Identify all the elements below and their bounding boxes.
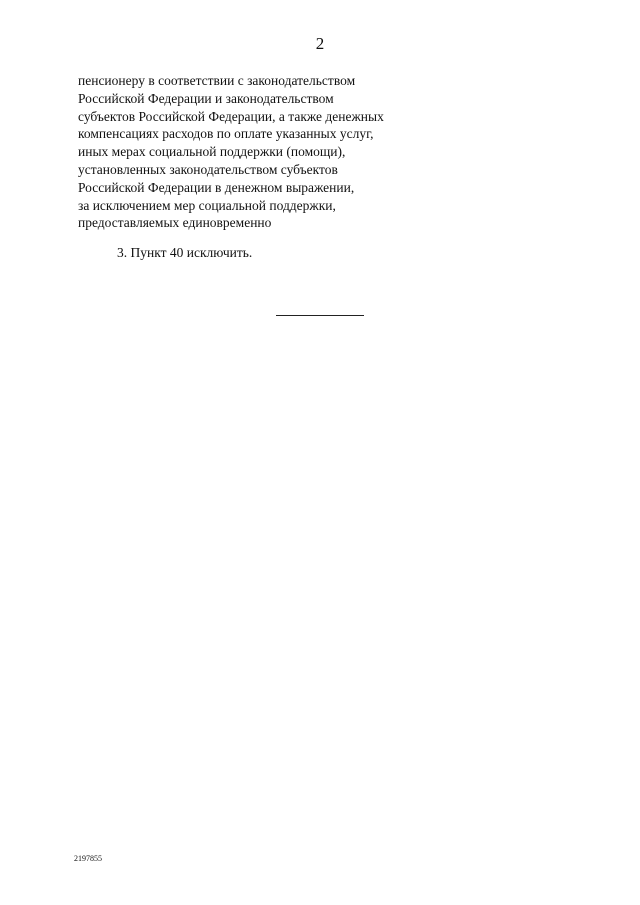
text-line: пенсионеру в соответствии с законодательством xyxy=(78,73,356,88)
clause-3: 3. Пункт 40 исключить. xyxy=(117,245,253,260)
text-line: предоставляемых единовременно xyxy=(78,215,272,231)
text-line: компенсациях расходов по оплате указанных услуг, xyxy=(78,126,374,142)
text-line: установленных законодательством субъектов xyxy=(78,161,338,177)
text-line: за исключением мер социальной поддержки, xyxy=(78,197,336,213)
text-line: Российской Федерации и законодательством xyxy=(78,90,334,106)
end-of-document-rule xyxy=(276,315,364,316)
text-line: иных мерах социальной поддержки (помощи), xyxy=(78,144,346,160)
document-code: 2197855 xyxy=(74,854,102,863)
body-paragraph xyxy=(78,72,438,232)
page-number: 2 xyxy=(315,34,325,53)
text-line: субъектов Российской Федерации, а также денежных xyxy=(78,108,384,124)
text-line: Российской Федерации в денежном выражении, xyxy=(78,179,355,195)
